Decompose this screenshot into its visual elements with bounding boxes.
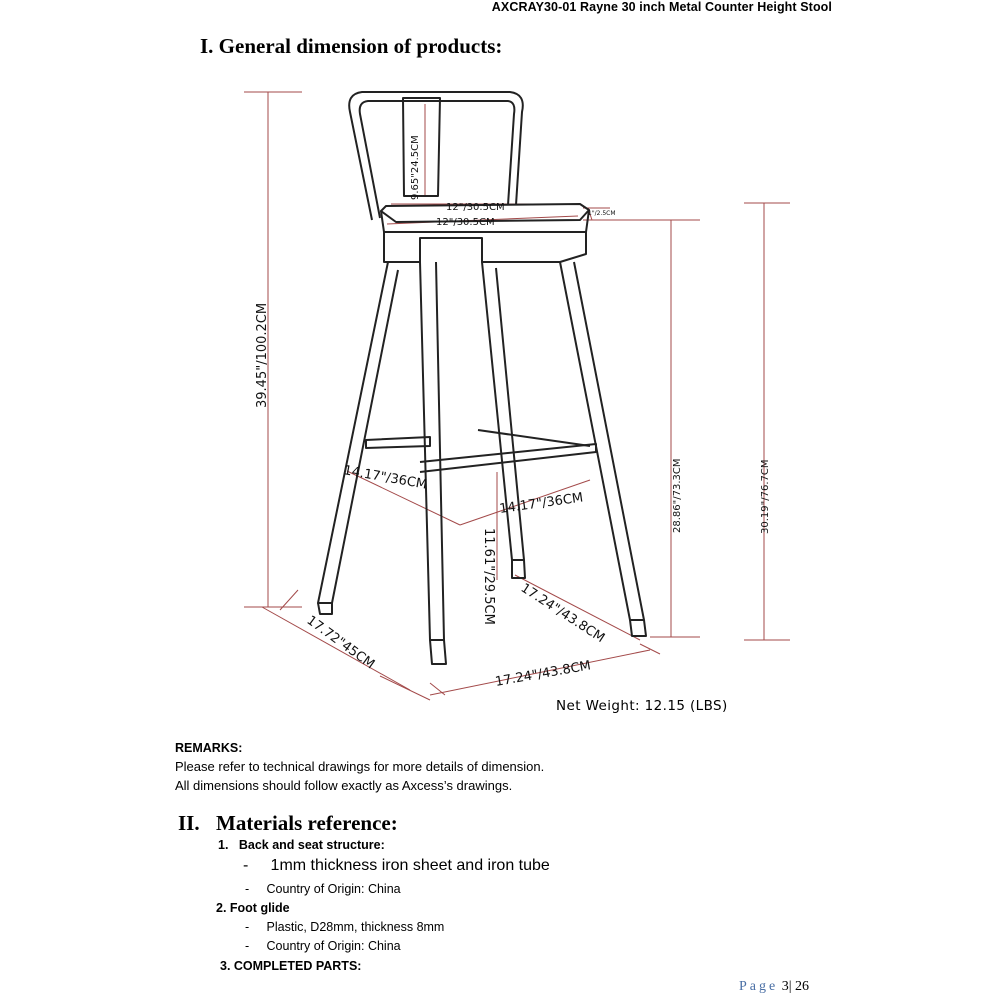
seat-width-front-label: 12"/30.5CM: [436, 217, 495, 228]
remarks-line: Please refer to technical drawings for more details of dimension.: [175, 759, 545, 774]
materials-bullet: - Country of Origin: China: [245, 939, 401, 953]
materials-bullet: - Plastic, D28mm, thickness 8mm: [245, 920, 445, 934]
seat-height-label: 28.86"/73.3CM: [672, 458, 683, 533]
page-number: 3: [781, 979, 789, 994]
back-height-label: 9.65"24.5CM: [410, 135, 421, 200]
page-word: Page: [739, 979, 779, 994]
document-header-title: AXCRAY30-01 Rayne 30 inch Metal Counter Height Stool: [491, 0, 832, 14]
foot-width-label: 17.24"/43.8CM: [494, 658, 593, 690]
section-heading-dimensions: I. General dimension of products:: [200, 34, 503, 58]
page-total: 26: [795, 979, 810, 994]
materials-item-label: 2. Foot glide: [216, 901, 290, 915]
materials-bullet: - Country of Origin: China: [245, 882, 401, 896]
net-weight: Net Weight: 12.15 (LBS): [556, 698, 728, 714]
rail-width-right-label: 14.17"/36CM: [498, 490, 585, 517]
materials-item-label: 1. Back and seat structure:: [218, 838, 385, 852]
overall-height-label: 30.19"/76.7CM: [760, 459, 771, 534]
seat-width-top-label: 12"/30.5CM: [446, 202, 505, 213]
remarks-line: All dimensions should follow exactly as Axcess’s drawings.: [175, 778, 513, 793]
remarks-title: REMARKS:: [175, 741, 243, 755]
materials-bullet: - 1mm thickness iron sheet and iron tube: [243, 857, 550, 874]
rail-width-left-label: 14.17"/36CM: [342, 463, 429, 493]
section-heading-materials: Materials reference:: [216, 811, 398, 835]
section-number: II.: [178, 811, 200, 835]
foot-depth-right-label: 17.24"/43.8CM: [517, 580, 608, 647]
page-footer: [739, 979, 809, 995]
seat-thickness-label: 1"/2.5CM: [588, 210, 616, 217]
foot-depth-left-label: 17.72"45CM: [303, 613, 378, 673]
rail-height-label: 11.61"/29.5CM: [481, 528, 496, 625]
materials-item-label: 3. COMPLETED PARTS:: [220, 959, 362, 973]
total-height-label: 39.45"/100.2CM: [255, 302, 270, 408]
page-separator: |: [788, 979, 792, 994]
